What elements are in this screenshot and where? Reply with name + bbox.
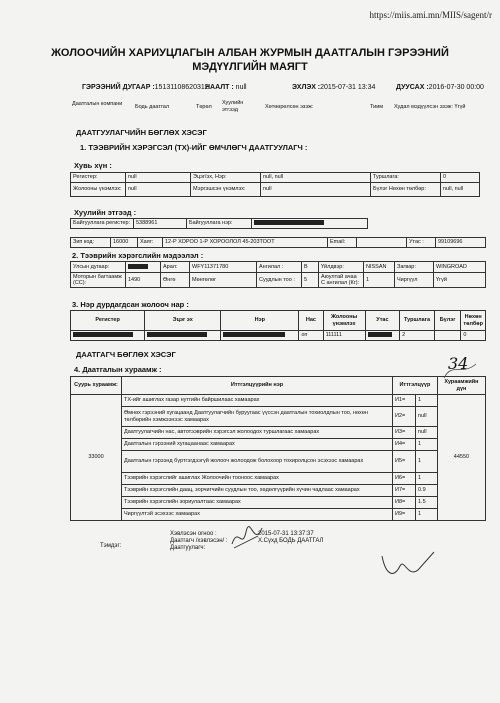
factor-code: И9= [393, 509, 416, 521]
driver-col-comp: Нөхөн төлбөр [461, 311, 486, 331]
insurer-section-header: ДААТГАГЧ БӨГЛӨХ ХЭСЭГ [76, 350, 176, 359]
factor-name: Даатгуулагчийн нас, автотээврийн хэрэгсэл жолоодох туршлагаас хамаарах [122, 427, 393, 439]
type-value: Хуулийн этгээд [222, 100, 244, 113]
email-label: Email: [328, 238, 357, 248]
model-value: WINGROAD [434, 262, 486, 273]
address-value: 12-Р ХОРОО 1-Р ХОРООЛОЛ 45-203ТООТ [163, 238, 328, 248]
table-row [71, 427, 486, 439]
driver-col-name: Нэр [221, 311, 299, 331]
table-row [71, 407, 486, 427]
trailer-value: Үгүй [434, 273, 486, 288]
agent-label: Хөтөөрөлсөн эзэж: [265, 104, 314, 110]
page-url: https://miis.ami.mn/MIIS/sagent/r [369, 10, 492, 20]
legal-table-2 [70, 237, 486, 248]
section-2-header: 2. Тээврийн хэрэгслийн мэдээлэл : [72, 251, 204, 260]
address-label: Хаяг: [138, 238, 163, 248]
factor-value: null [416, 407, 438, 427]
factor-value: 1 [416, 439, 438, 451]
maker-value: NISSAN [364, 262, 395, 273]
org-name-label: Байгууллага нэр: [187, 219, 252, 229]
table-row [71, 331, 486, 341]
title-line-2: МЭДҮҮЛГИЙН МАЯГТ [192, 61, 308, 73]
table-row [71, 497, 486, 509]
factor-code: И3= [393, 427, 416, 439]
driver-name [221, 331, 299, 341]
redacted-block [147, 332, 207, 337]
person-table [70, 172, 480, 197]
class-value: B [302, 262, 319, 273]
factor-name: Тээврийн хэрэгслийн зориулалтаас хамаарах [122, 497, 393, 509]
license-label: Жолооны үнэмлэх: [71, 183, 126, 197]
driver-group [434, 331, 461, 341]
zip-value: 16000 [111, 238, 138, 248]
cert-label: Мэргэшсэн үнэмлэх: [191, 183, 261, 197]
redacted-block [73, 332, 133, 337]
trailer-label: Чиргүүл [395, 273, 434, 288]
printed-date-value: 2015-07-31 13:37:37 [258, 531, 314, 537]
color-label: Өнгө [161, 273, 190, 288]
cert-value: null [261, 183, 371, 197]
org-name-value [252, 219, 368, 229]
surname-value: null, null [261, 173, 371, 183]
premium-total-value: 44550 [437, 395, 485, 521]
license-value: null [126, 183, 191, 197]
factor-name: Өмнөх гэрээний хугацаанд Даатгуулагчийн буруугаас үүссэн даатгалын тохиолдлын тоо, нөхөн төлбөрийн хэмжээнээс хамаарах [122, 407, 393, 427]
company-value: Бодь даатгал [135, 104, 170, 110]
factor-name: Тээврийн хэрэгслийн даац, зорчигчийн суудлын тоо, хөдөлгүүрийн хүчин чадлаас хамаарах [122, 485, 393, 497]
person-header: Хувь хүн : [74, 161, 112, 170]
insurer-label: Даатгагч /хэвлэсэн/ : [170, 538, 228, 544]
driver-experience: 2 [400, 331, 435, 341]
factor-name: Чиргүүлтэй эсэхээс хамаарах [122, 509, 393, 521]
section-4-header: 4. Даатгалын хураамж : [74, 365, 162, 374]
engine-value: 1490 [126, 273, 161, 288]
insurer-signature [228, 522, 268, 554]
factor-name: Даатгалын гэрээний хугацаанаас хамаарах [122, 439, 393, 451]
experience-value: 0 [441, 173, 480, 183]
insured-label: Даатгуулагч: [170, 545, 206, 551]
engine-label: Моторын багтаамж (CC): [71, 273, 126, 288]
insured-signature [378, 548, 438, 584]
model-label: Загвар: [395, 262, 434, 273]
redacted-block [368, 332, 392, 337]
factor-code: И1= [393, 395, 416, 407]
driver-phone [365, 331, 400, 341]
driver-col-parent: Эцэг эх [145, 311, 221, 331]
document-title [0, 46, 500, 74]
driver-col-phone: Утас [365, 311, 400, 331]
group-label: Бүлэг Нөхөн төлбөр: [371, 183, 441, 197]
type-label: Төрөл [196, 104, 212, 110]
drivers-table [70, 310, 486, 341]
plate-label: Улсын дугаар: [71, 262, 126, 273]
driver-col-license: Жолооны үнэмлэх [323, 311, 365, 331]
factor-name: Тээврийн хэрэгслийг ашиглах Жолоочийн тооноос хамаарах [122, 473, 393, 485]
section-1-header: 1. ТЭЭВРИЙН ХЭРЭГСЭЛ (ТХ)-ИЙГ ӨМЧЛӨГЧ ДААТГУУЛАГЧ : [80, 143, 308, 152]
experience-label: Туршлага: [371, 173, 441, 183]
factor-value: 1.5 [416, 497, 438, 509]
zip-label: Зип код: [71, 238, 111, 248]
factor-value: 1 [416, 509, 438, 521]
factor-name: Даатгалын гэрээнд бүртгэгдээгүй жолооч жолоодож болохоор тохиролцсон эсэхээс хамаарах [122, 451, 393, 473]
premium-table [70, 376, 486, 521]
legal-header: Хуулийн этгээд : [74, 208, 137, 217]
premium-col-total: Хураамжийн дүн [437, 377, 485, 395]
premium-base-value: 33000 [71, 395, 122, 521]
table-row [71, 473, 486, 485]
factor-value: 0.9 [416, 485, 438, 497]
driver-comp: 0 [461, 331, 486, 341]
insured-section-header: ДААТГУУЛАГЧИЙН БӨГЛӨХ ХЭСЭГ [76, 128, 207, 137]
factor-value: null [416, 427, 438, 439]
plate-value [126, 262, 161, 273]
register-label: Регистер: [71, 173, 126, 183]
maker-label: Үйлдвэр: [319, 262, 364, 273]
section-3-header: 3. Нэр дурдагдсан жолооч нар : [72, 300, 189, 309]
end-date: ДУУСАХ :2016-07-30 00:00 [396, 84, 484, 91]
factor-code: И5= [393, 451, 416, 473]
redacted-block [128, 264, 148, 269]
phone-label: Утас : [407, 238, 436, 248]
group-value: null, null [441, 183, 480, 197]
driver-age: оп [299, 331, 323, 341]
insurer-value: Х.Сүхд БОДЬ ДААТГАЛ [258, 538, 324, 544]
phone-value: 99109696 [436, 238, 486, 248]
table-row [71, 395, 486, 407]
table-row [71, 439, 486, 451]
title-line-1: ЖОЛООЧИЙН ХАРИУЦЛАГЫН АЛБАН ЖУРМЫН ДААТГАЛЫН ГЭРЭЭНИЙ [51, 47, 449, 59]
class-label: Ангилал : [257, 262, 302, 273]
seats-label: Суудлын тоо : [257, 273, 302, 288]
driver-col-group: Бүлэг [434, 311, 461, 331]
color-value: Мөнгөлөг [190, 273, 257, 288]
factor-value: 1 [416, 473, 438, 485]
factor-code: И4= [393, 439, 416, 451]
redacted-block [223, 332, 285, 337]
printed-date-label: Хэвлэсэн огноо : [170, 531, 217, 537]
driver-col-experience: Туршлага [400, 311, 435, 331]
naalt: НААЛТ : null [205, 84, 247, 91]
danger-value: 1 [364, 273, 395, 288]
driver-register [71, 331, 145, 341]
table-row [71, 509, 486, 521]
frame-label: Арал: [161, 262, 190, 273]
driver-col-age: Нас [299, 311, 323, 331]
register-value: null [126, 173, 191, 183]
factor-code: И2= [393, 407, 416, 427]
premium-col-coef: Иттгэлцүүр [393, 377, 438, 395]
contract-number: ГЭРЭЭНИЙ ДУГААР :15131108620312 [82, 84, 209, 91]
premium-col-base: Суурь хураамж: [71, 377, 122, 395]
channel-label: Худал мэдүүлсэн эзэж: Үгүй [394, 104, 466, 110]
table-row [71, 451, 486, 473]
premium-col-factor: Иттгэлцүүрийн нэр [122, 377, 393, 395]
driver-license: 111111 [323, 331, 365, 341]
handwritten-number: 34 [448, 354, 469, 373]
corner-mark [440, 358, 480, 382]
danger-label: Аюултай ачаа С ангилал (Кг): [319, 273, 364, 288]
legal-table-1 [70, 218, 368, 229]
factor-code: И6= [393, 473, 416, 485]
agent-value: Тиим [370, 104, 384, 110]
redacted-block [254, 220, 324, 225]
factor-code: И7= [393, 485, 416, 497]
stamp-label: Тэмдэг: [100, 543, 122, 549]
start-date: ЭХЛЭХ :2015-07-31 13:34 [292, 84, 376, 91]
org-register-value: 5388961 [134, 219, 187, 229]
driver-col-register: Регистер [71, 311, 145, 331]
org-register-label: Байгууллага регистер: [71, 219, 134, 229]
email-value [357, 238, 407, 248]
surname-label: Эцэг/эх, Нэр: [191, 173, 261, 183]
factor-value: 1 [416, 451, 438, 473]
table-row [71, 485, 486, 497]
frame-value: WFY11371780 [190, 262, 257, 273]
factor-value: 1 [416, 395, 438, 407]
driver-parent [145, 331, 221, 341]
vehicle-table [70, 261, 486, 288]
factor-code: И8= [393, 497, 416, 509]
factor-name: ТХ-ийг ашиглах газар нутгийн байршилаас хамаарах [122, 395, 393, 407]
company-label: Даатгалын компани [72, 101, 123, 107]
seats-value: 5 [302, 273, 319, 288]
